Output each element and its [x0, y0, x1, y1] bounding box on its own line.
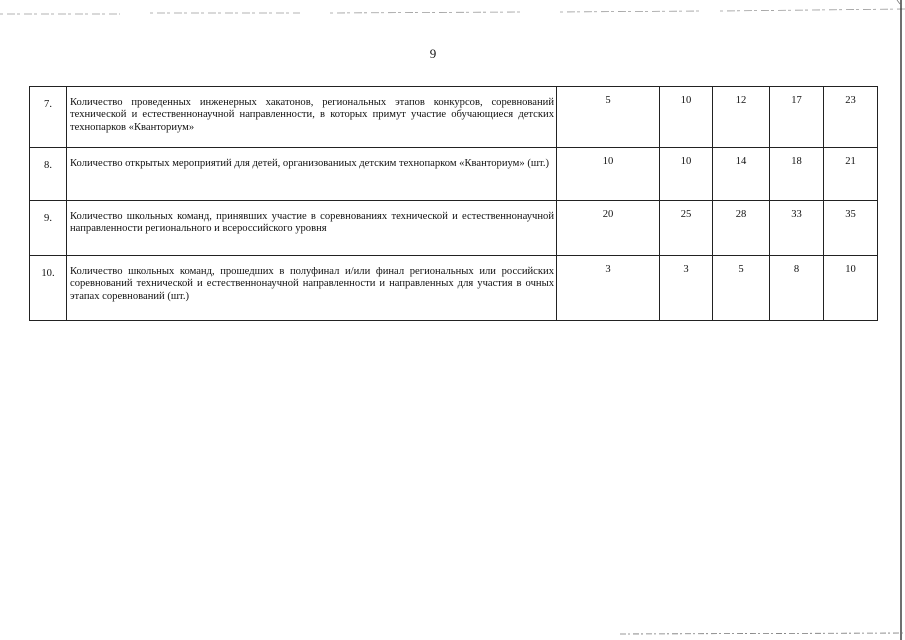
page-number: 9: [429, 46, 437, 61]
table-row: [30, 201, 878, 256]
value-cell: 10: [557, 148, 660, 201]
scan-edge-top: [0, 8, 905, 18]
indicators-table-container: [29, 86, 878, 321]
row-number: 7.: [30, 87, 67, 148]
row-description: Количество открытых мероприятий для детей, организованиых детским технопарком «Кванториум» (шт.): [67, 148, 557, 201]
value-cell: 25: [660, 201, 713, 256]
value-cell: 18: [770, 148, 824, 201]
value-cell: 10: [660, 148, 713, 201]
value-cell: 33: [770, 201, 824, 256]
row-description: Количество школьных команд, прошедших в полуфинал и/или финал региональных или российских соревнований технической и естественнонаучной направленности и направленных для участия в очных этапах соревнований (шт.): [67, 256, 557, 321]
value-cell: 3: [660, 256, 713, 321]
value-cell: 10: [660, 87, 713, 148]
row-number: 10.: [30, 256, 67, 321]
value-cell: 5: [557, 87, 660, 148]
value-cell: 8: [770, 256, 824, 321]
row-number: 9.: [30, 201, 67, 256]
table-row: [30, 256, 878, 321]
value-cell: 12: [713, 87, 770, 148]
row-description: Количество проведенных инженерных хакатонов, региональных этапов конкурсов, соревнований технической и естественнонаучной направленности, в которых примут участие обучающиеся детских технопарков «Кванториум»: [67, 87, 557, 148]
row-number: 8.: [30, 148, 67, 201]
value-cell: 5: [713, 256, 770, 321]
value-cell: 23: [824, 87, 878, 148]
scan-edge-bottom: [0, 628, 905, 640]
value-cell: 28: [713, 201, 770, 256]
indicators-table: [29, 86, 878, 321]
value-cell: 3: [557, 256, 660, 321]
value-cell: 20: [557, 201, 660, 256]
value-cell: 17: [770, 87, 824, 148]
row-description: Количество школьных команд, принявших участие в соревнованиях технической и естественнонаучной направленности регионального и всероссийского уровня: [67, 201, 557, 256]
value-cell: 35: [824, 201, 878, 256]
value-cell: 21: [824, 148, 878, 201]
scan-edge-right: [891, 0, 905, 640]
value-cell: 10: [824, 256, 878, 321]
table-row: [30, 87, 878, 148]
table-row: [30, 148, 878, 201]
value-cell: 14: [713, 148, 770, 201]
